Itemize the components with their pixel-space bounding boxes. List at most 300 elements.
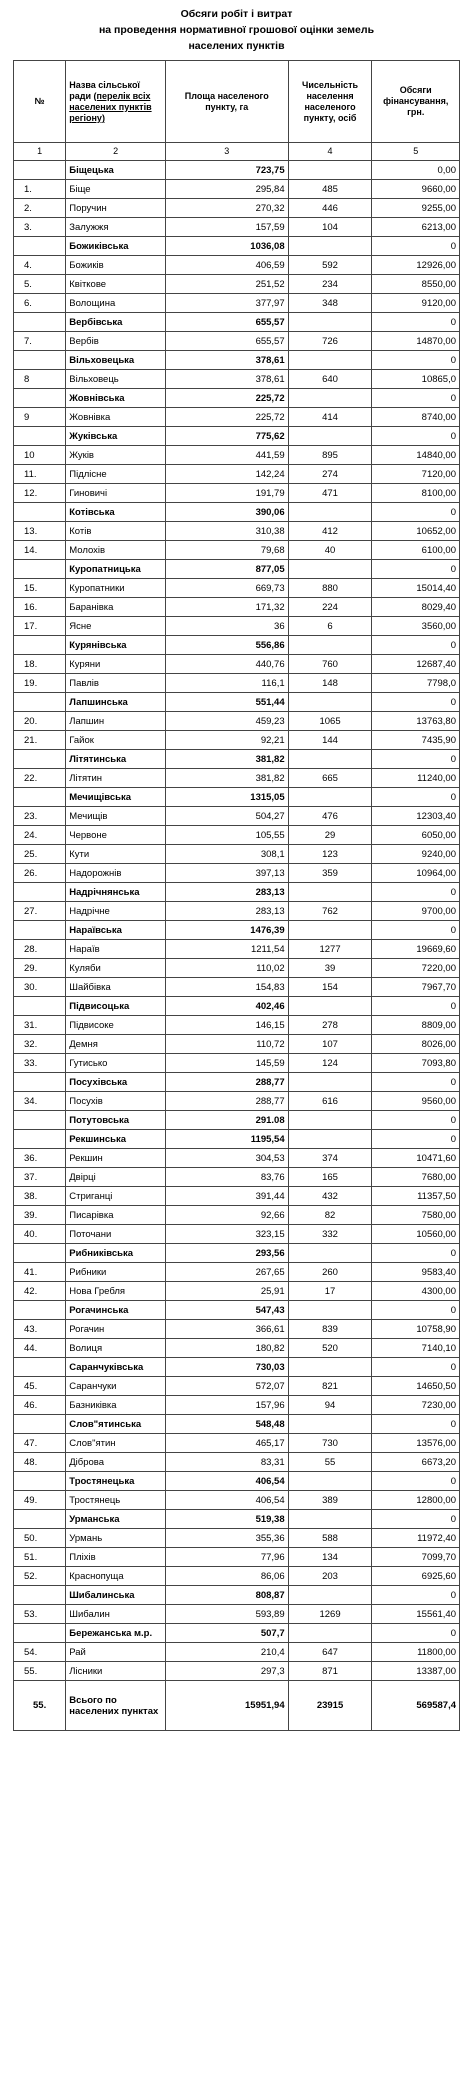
row-number: 47. (14, 1434, 66, 1453)
row-funding: 11800,00 (372, 1643, 460, 1662)
header-council-name (66, 61, 166, 143)
row-name: Куропатницька (66, 560, 166, 579)
row-population: 446 (288, 199, 372, 218)
row-number: 7. (14, 332, 66, 351)
row-area: 92,21 (165, 731, 288, 750)
row-population (288, 1244, 372, 1263)
row-population: 762 (288, 902, 372, 921)
row-area: 36 (165, 617, 288, 636)
table-row (14, 1662, 460, 1681)
row-funding: 0 (372, 427, 460, 446)
table-row (14, 332, 460, 351)
row-population: 588 (288, 1529, 372, 1548)
row-population (288, 503, 372, 522)
row-name: Урманська (66, 1510, 166, 1529)
row-funding: 7967,70 (372, 978, 460, 997)
row-number (14, 1244, 66, 1263)
row-area: 116,1 (165, 674, 288, 693)
row-funding: 8550,00 (372, 275, 460, 294)
row-area: 171,32 (165, 598, 288, 617)
table-header-row (14, 61, 460, 143)
row-funding: 7099,70 (372, 1548, 460, 1567)
row-funding: 6100,00 (372, 541, 460, 560)
row-number: 8 (14, 370, 66, 389)
row-name: Саранчуківська (66, 1358, 166, 1377)
row-funding: 15014,40 (372, 579, 460, 598)
row-number (14, 1510, 66, 1529)
row-number: 1. (14, 180, 66, 199)
row-area: 406,54 (165, 1491, 288, 1510)
row-population: 39 (288, 959, 372, 978)
row-population: 871 (288, 1662, 372, 1681)
row-funding: 11972,40 (372, 1529, 460, 1548)
row-population (288, 1073, 372, 1092)
table-row (14, 1339, 460, 1358)
row-population (288, 1624, 372, 1643)
total-funding: 569587,4 (372, 1681, 460, 1731)
table-row (14, 1320, 460, 1339)
row-number: 31. (14, 1016, 66, 1035)
row-area: 157,96 (165, 1396, 288, 1415)
row-population: 647 (288, 1643, 372, 1662)
row-funding: 0 (372, 1073, 460, 1092)
row-area: 556,86 (165, 636, 288, 655)
row-area: 270,32 (165, 199, 288, 218)
header-funding: Обсяги фінансування, грн. (372, 61, 460, 143)
row-number: 18. (14, 655, 66, 674)
row-funding: 9560,00 (372, 1092, 460, 1111)
row-funding: 13387,00 (372, 1662, 460, 1681)
row-funding: 15561,40 (372, 1605, 460, 1624)
row-population: 374 (288, 1149, 372, 1168)
row-number (14, 313, 66, 332)
row-number (14, 503, 66, 522)
row-name: Біщецька (66, 161, 166, 180)
row-funding: 0 (372, 1586, 460, 1605)
row-area: 406,54 (165, 1472, 288, 1491)
row-number: 30. (14, 978, 66, 997)
row-population: 278 (288, 1016, 372, 1035)
row-funding: 7220,00 (372, 959, 460, 978)
row-area: 465,17 (165, 1434, 288, 1453)
row-name: Демня (66, 1035, 166, 1054)
row-funding: 12303,40 (372, 807, 460, 826)
row-name: Рибники (66, 1263, 166, 1282)
row-population: 94 (288, 1396, 372, 1415)
row-area: 92,66 (165, 1206, 288, 1225)
row-number (14, 997, 66, 1016)
council-row (14, 1586, 460, 1605)
row-funding: 9240,00 (372, 845, 460, 864)
total-row (14, 1681, 460, 1731)
row-population: 616 (288, 1092, 372, 1111)
row-name: Волиця (66, 1339, 166, 1358)
table-row (14, 275, 460, 294)
row-population: 107 (288, 1035, 372, 1054)
row-funding: 11357,50 (372, 1187, 460, 1206)
row-area: 154,83 (165, 978, 288, 997)
row-name: Двірці (66, 1168, 166, 1187)
row-name: Шибалин (66, 1605, 166, 1624)
table-row (14, 1396, 460, 1415)
council-row (14, 750, 460, 769)
row-funding: 0 (372, 351, 460, 370)
table-row (14, 1605, 460, 1624)
row-area: 381,82 (165, 769, 288, 788)
row-area: 391,44 (165, 1187, 288, 1206)
row-area: 378,61 (165, 351, 288, 370)
row-funding: 7093,80 (372, 1054, 460, 1073)
row-name: Рекшин (66, 1149, 166, 1168)
row-funding: 7680,00 (372, 1168, 460, 1187)
row-area: 730,03 (165, 1358, 288, 1377)
row-population: 29 (288, 826, 372, 845)
row-area: 323,15 (165, 1225, 288, 1244)
table-row (14, 522, 460, 541)
column-number: 4 (288, 143, 372, 161)
row-funding: 0 (372, 503, 460, 522)
row-name: Рибниківська (66, 1244, 166, 1263)
row-name: Лапшинська (66, 693, 166, 712)
row-population: 485 (288, 180, 372, 199)
row-funding: 14870,00 (372, 332, 460, 351)
row-area: 377,97 (165, 294, 288, 313)
row-number: 2. (14, 199, 66, 218)
row-name: Куляби (66, 959, 166, 978)
row-name: Рогачинська (66, 1301, 166, 1320)
row-area: 110,02 (165, 959, 288, 978)
row-name: Базниківка (66, 1396, 166, 1415)
document-title (0, 0, 473, 60)
row-name: Лісники (66, 1662, 166, 1681)
row-number: 6. (14, 294, 66, 313)
row-population: 124 (288, 1054, 372, 1073)
row-number: 51. (14, 1548, 66, 1567)
row-area: 288,77 (165, 1092, 288, 1111)
row-population (288, 788, 372, 807)
row-name: Квіткове (66, 275, 166, 294)
row-area: 291.08 (165, 1111, 288, 1130)
column-number-row (14, 143, 460, 161)
row-number: 33. (14, 1054, 66, 1073)
table-row (14, 1377, 460, 1396)
row-name: Ясне (66, 617, 166, 636)
row-population: 17 (288, 1282, 372, 1301)
row-population: 895 (288, 446, 372, 465)
row-number: 16. (14, 598, 66, 617)
row-area: 86,06 (165, 1567, 288, 1586)
row-funding: 0 (372, 750, 460, 769)
row-number: 32. (14, 1035, 66, 1054)
row-name: Урмань (66, 1529, 166, 1548)
row-population: 134 (288, 1548, 372, 1567)
row-name: Рай (66, 1643, 166, 1662)
council-row (14, 1510, 460, 1529)
row-funding: 9583,40 (372, 1263, 460, 1282)
header-area: Площа населеного пункту, га (165, 61, 288, 143)
row-name: Потутовська (66, 1111, 166, 1130)
row-funding: 9660,00 (372, 180, 460, 199)
row-name: Надрічне (66, 902, 166, 921)
row-funding: 10560,00 (372, 1225, 460, 1244)
table-row (14, 674, 460, 693)
row-population: 760 (288, 655, 372, 674)
row-number (14, 921, 66, 940)
row-name: Бережанська м.р. (66, 1624, 166, 1643)
row-area: 519,38 (165, 1510, 288, 1529)
row-number: 42. (14, 1282, 66, 1301)
row-number: 43. (14, 1320, 66, 1339)
table-row (14, 1035, 460, 1054)
row-population: 82 (288, 1206, 372, 1225)
row-number: 39. (14, 1206, 66, 1225)
council-row (14, 427, 460, 446)
row-funding: 0 (372, 1624, 460, 1643)
row-number (14, 1415, 66, 1434)
row-population (288, 351, 372, 370)
row-population (288, 427, 372, 446)
table-row (14, 1263, 460, 1282)
row-funding: 7120,00 (372, 465, 460, 484)
table-row (14, 807, 460, 826)
row-funding: 9255,00 (372, 199, 460, 218)
row-funding: 0 (372, 1510, 460, 1529)
row-population: 260 (288, 1263, 372, 1282)
row-name: Курянівська (66, 636, 166, 655)
row-area: 397,13 (165, 864, 288, 883)
row-number: 45. (14, 1377, 66, 1396)
row-number: 12. (14, 484, 66, 503)
row-population: 432 (288, 1187, 372, 1206)
row-population: 224 (288, 598, 372, 617)
row-number (14, 161, 66, 180)
row-funding: 0 (372, 1301, 460, 1320)
row-area: 210,4 (165, 1643, 288, 1662)
row-name: Залужжя (66, 218, 166, 237)
row-population (288, 997, 372, 1016)
table-row (14, 845, 460, 864)
row-number: 36. (14, 1149, 66, 1168)
row-funding: 9120,00 (372, 294, 460, 313)
row-name: Котів (66, 522, 166, 541)
table-row (14, 826, 460, 845)
row-funding: 14650,50 (372, 1377, 460, 1396)
row-area: 406,59 (165, 256, 288, 275)
row-name: Нова Гребля (66, 1282, 166, 1301)
table-row (14, 1434, 460, 1453)
row-funding: 7798,0 (372, 674, 460, 693)
row-name: Гутисько (66, 1054, 166, 1073)
row-number (14, 883, 66, 902)
row-population (288, 1301, 372, 1320)
table-row (14, 256, 460, 275)
row-population: 234 (288, 275, 372, 294)
row-number: 53. (14, 1605, 66, 1624)
funding-table (13, 60, 460, 1731)
council-row (14, 788, 460, 807)
row-funding: 0 (372, 921, 460, 940)
row-name: Поточани (66, 1225, 166, 1244)
row-population: 332 (288, 1225, 372, 1244)
table-row (14, 940, 460, 959)
row-name: Рекшинська (66, 1130, 166, 1149)
row-funding: 8809,00 (372, 1016, 460, 1035)
row-name: Літятинська (66, 750, 166, 769)
row-funding: 6673,20 (372, 1453, 460, 1472)
row-population: 203 (288, 1567, 372, 1586)
row-population: 148 (288, 674, 372, 693)
row-area: 288,77 (165, 1073, 288, 1092)
row-area: 504,27 (165, 807, 288, 826)
row-population: 665 (288, 769, 372, 788)
row-population: 55 (288, 1453, 372, 1472)
row-number: 34. (14, 1092, 66, 1111)
row-population: 165 (288, 1168, 372, 1187)
row-name: Баранівка (66, 598, 166, 617)
row-name: Жовнівська (66, 389, 166, 408)
row-name: Нараївська (66, 921, 166, 940)
row-population (288, 750, 372, 769)
row-number (14, 693, 66, 712)
row-name: Посухівська (66, 1073, 166, 1092)
row-area: 146,15 (165, 1016, 288, 1035)
row-area: 877,05 (165, 560, 288, 579)
row-funding: 10865,0 (372, 370, 460, 389)
row-name: Божиківська (66, 237, 166, 256)
table-row (14, 446, 460, 465)
row-population: 520 (288, 1339, 372, 1358)
row-name: Слов"ятин (66, 1434, 166, 1453)
row-population: 6 (288, 617, 372, 636)
row-population: 880 (288, 579, 372, 598)
row-area: 157,59 (165, 218, 288, 237)
row-number (14, 389, 66, 408)
table-row (14, 180, 460, 199)
table-row (14, 769, 460, 788)
council-row (14, 313, 460, 332)
row-number: 49. (14, 1491, 66, 1510)
table-row (14, 1282, 460, 1301)
row-population: 359 (288, 864, 372, 883)
table-row (14, 864, 460, 883)
row-name: Краснопуща (66, 1567, 166, 1586)
table-row (14, 579, 460, 598)
council-row (14, 351, 460, 370)
row-name: Жовнівка (66, 408, 166, 427)
council-row (14, 693, 460, 712)
row-area: 808,87 (165, 1586, 288, 1605)
table-row (14, 1491, 460, 1510)
title-line-2: на проведення нормативної грошової оцінки земель (98, 24, 375, 36)
column-number: 2 (66, 143, 166, 161)
row-area: 293,56 (165, 1244, 288, 1263)
row-area: 1195,54 (165, 1130, 288, 1149)
row-name: Вільховецька (66, 351, 166, 370)
row-funding: 12926,00 (372, 256, 460, 275)
table-row (14, 598, 460, 617)
table-row (14, 959, 460, 978)
row-funding: 11240,00 (372, 769, 460, 788)
row-area: 547,43 (165, 1301, 288, 1320)
row-area: 83,76 (165, 1168, 288, 1187)
row-funding: 13763,80 (372, 712, 460, 731)
row-funding: 4300,00 (372, 1282, 460, 1301)
row-population (288, 1586, 372, 1605)
total-area: 15951,94 (165, 1681, 288, 1731)
row-area: 1211,54 (165, 940, 288, 959)
row-funding: 8100,00 (372, 484, 460, 503)
row-name: Лапшин (66, 712, 166, 731)
row-funding: 10652,00 (372, 522, 460, 541)
row-population (288, 1111, 372, 1130)
council-row (14, 921, 460, 940)
row-area: 105,55 (165, 826, 288, 845)
table-row (14, 1548, 460, 1567)
row-number (14, 1472, 66, 1491)
row-name: Вербів (66, 332, 166, 351)
row-population: 592 (288, 256, 372, 275)
row-area: 459,23 (165, 712, 288, 731)
row-area: 366,61 (165, 1320, 288, 1339)
table-row (14, 465, 460, 484)
row-name: Кути (66, 845, 166, 864)
column-number: 1 (14, 143, 66, 161)
council-row (14, 883, 460, 902)
row-name: Божиків (66, 256, 166, 275)
council-row (14, 1415, 460, 1434)
row-name: Шайбівка (66, 978, 166, 997)
row-population: 471 (288, 484, 372, 503)
row-name: Діброва (66, 1453, 166, 1472)
row-name: Жуків (66, 446, 166, 465)
council-row (14, 503, 460, 522)
row-funding: 0 (372, 1472, 460, 1491)
row-funding: 6050,00 (372, 826, 460, 845)
table-row (14, 655, 460, 674)
row-number: 19. (14, 674, 66, 693)
row-funding: 8029,40 (372, 598, 460, 617)
row-area: 572,07 (165, 1377, 288, 1396)
row-area: 110,72 (165, 1035, 288, 1054)
row-funding: 0,00 (372, 161, 460, 180)
row-name: Надорожнів (66, 864, 166, 883)
row-population (288, 161, 372, 180)
table-row (14, 1567, 460, 1586)
row-population: 104 (288, 218, 372, 237)
row-area: 355,36 (165, 1529, 288, 1548)
row-number: 22. (14, 769, 66, 788)
header-number: № (14, 61, 66, 143)
header-council-name-note: (перелік всіх населених пунктів регіону) (69, 90, 152, 123)
row-area: 145,59 (165, 1054, 288, 1073)
row-population: 412 (288, 522, 372, 541)
row-number: 38. (14, 1187, 66, 1206)
header-population: Чисельність населення населеного пункту, осіб (288, 61, 372, 143)
table-row (14, 1453, 460, 1472)
row-population (288, 1358, 372, 1377)
row-name: Стриганці (66, 1187, 166, 1206)
row-funding: 0 (372, 788, 460, 807)
row-number: 21. (14, 731, 66, 750)
row-area: 267,65 (165, 1263, 288, 1282)
row-population: 1277 (288, 940, 372, 959)
table-row (14, 541, 460, 560)
row-area: 669,73 (165, 579, 288, 598)
row-number: 52. (14, 1567, 66, 1586)
row-funding: 0 (372, 313, 460, 332)
row-area: 297,3 (165, 1662, 288, 1681)
row-number: 15. (14, 579, 66, 598)
